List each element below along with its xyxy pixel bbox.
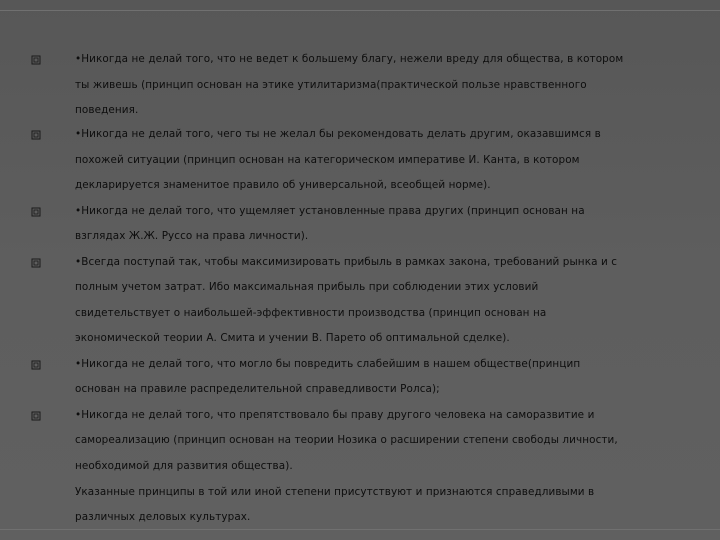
principle-4-line-4: экономической теории А. Смита и учении В. Парето об оптимальной сделке). <box>75 332 510 344</box>
principle-1-line-2: ты живешь (принцип основан на этике утилитаризма(практической пользе нравственного <box>75 79 587 91</box>
principle-2-line-3: декларируется знаменитое правило об универсальной, всеобщей норме). <box>75 179 491 191</box>
conclusion-line-2: различных деловых культурах. <box>75 511 251 523</box>
principle-1-line-3: поведения. <box>75 104 139 116</box>
principle-2-line-1: •Никогда не делай того, чего ты не желал бы рекомендовать делать другим, оказавшимся в <box>75 128 601 140</box>
square-bullet-icon <box>31 360 41 370</box>
principle-5-line-1: •Никогда не делай того, что могло бы повредить слабейшим в нашем обществе(принцип <box>75 358 581 370</box>
principle-1-line-1: •Никогда не делай того, что не ведет к большему благу, нежели вреду для общества, в котором <box>75 53 624 65</box>
principle-2-line-2: похожей ситуации (принцип основан на категорическом императиве И. Канта, в котором <box>75 154 580 166</box>
principle-3-line-2: взглядах Ж.Ж. Руссо на права личности). <box>75 230 309 242</box>
top-border-line <box>0 10 720 11</box>
principle-5-line-2: основан на правиле распределительной справедливости Ролса); <box>75 383 440 395</box>
square-bullet-icon <box>31 411 41 421</box>
square-bullet-icon <box>31 130 41 140</box>
bottom-border-line <box>0 529 720 530</box>
square-bullet-icon <box>31 207 41 217</box>
square-bullet-icon <box>31 55 41 65</box>
square-bullet-icon <box>31 258 41 268</box>
principle-4-line-3: свидетельствует о наибольшей-эффективности производства (принцип основан на <box>75 307 547 319</box>
principle-4-line-2: полным учетом затрат. Ибо максимальная прибыль при соблюдении этих условий <box>75 281 539 293</box>
principle-6-line-1: •Никогда не делай того, что препятствовало бы праву другого человека на саморазвитие и <box>75 409 595 421</box>
principle-6-line-3: необходимой для развития общества). <box>75 460 293 472</box>
conclusion-line-1: Указанные принципы в той или иной степени присутствуют и признаются справедливыми в <box>75 486 595 498</box>
principle-3-line-1: •Никогда не делай того, что ущемляет установленные права других (принцип основан на <box>75 205 585 217</box>
principle-6-line-2: самореализацию (принцип основан на теории Нозика о расширении степени свободы личности, <box>75 434 618 446</box>
principle-4-line-1: •Всегда поступай так, чтобы максимизировать прибыль в рамках закона, требований рынка и с <box>75 256 618 268</box>
